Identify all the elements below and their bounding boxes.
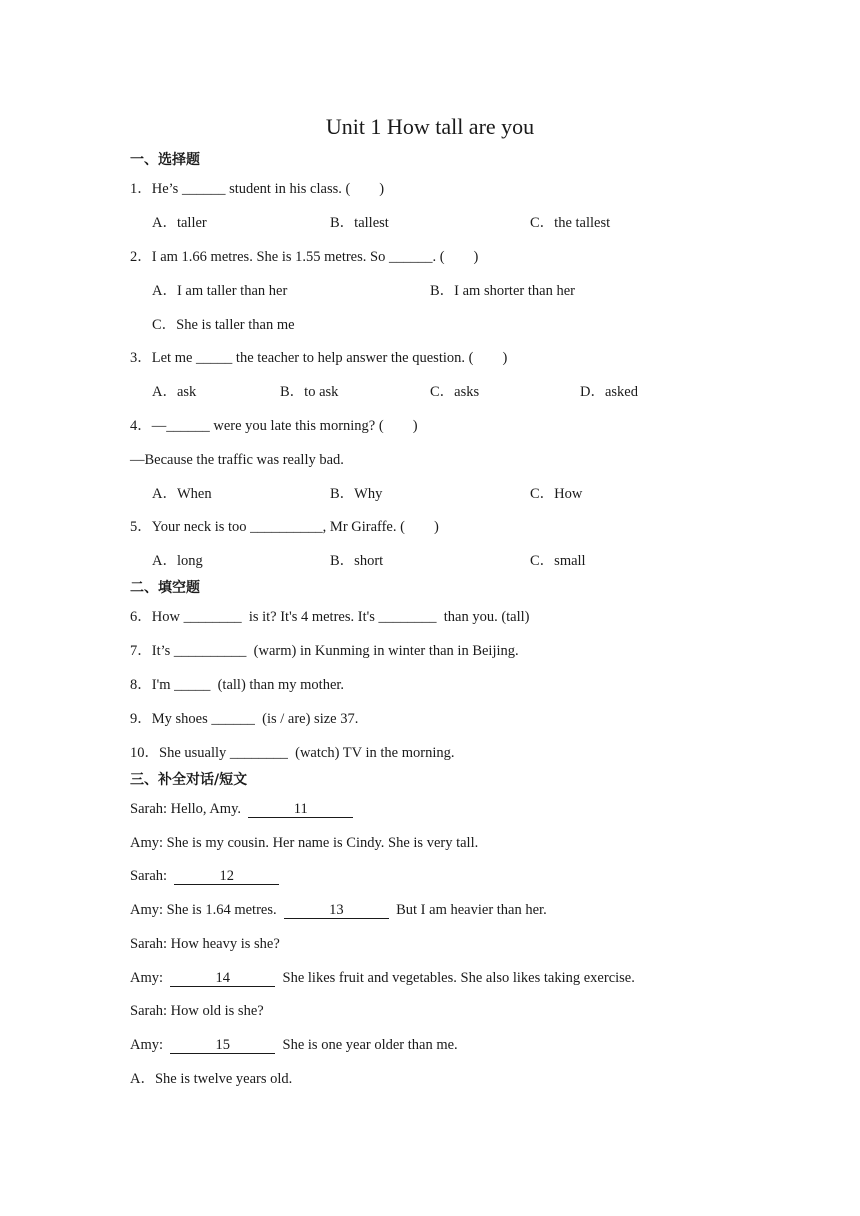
dialogue-line-2: Amy: She is my cousin. Her name is Cindy. She is very tall. <box>130 835 479 851</box>
dialogue-line-8 <box>130 1035 458 1055</box>
dialogue-line-4 <box>130 900 547 920</box>
q3-option-a: A．ask <box>152 384 197 400</box>
q4-option-b: B．Why <box>330 486 383 502</box>
q1-option-c: C．the tallest <box>530 215 611 231</box>
q3-option-b: B．to ask <box>280 384 339 400</box>
q2-option-b: B．I am shorter than her <box>430 283 575 299</box>
q1-option-b: B．tallest <box>330 215 389 231</box>
question-10: 10．She usually ________ (watch) TV in the morning. <box>130 745 455 761</box>
question-5: 5．Your neck is too __________, Mr Giraffe. ( ) <box>130 519 439 535</box>
blank-11: 11 <box>248 801 353 818</box>
blank-12: 12 <box>174 868 279 885</box>
dialogue-text: Amy: She is 1.64 metres. <box>130 902 277 918</box>
q1-option-a: A．taller <box>152 215 207 231</box>
q3-option-c: C．asks <box>430 384 480 400</box>
q5-option-a: A．long <box>152 553 203 569</box>
question-7: 7．It’s __________ (warm) in Kunming in winter than in Beijing. <box>130 643 519 659</box>
dialogue-line-5: Sarah: How heavy is she? <box>130 936 280 952</box>
section-heading-choice: 一、选择题 <box>130 152 200 168</box>
q5-option-b: B．short <box>330 553 384 569</box>
dialogue-text: Sarah: <box>130 868 168 884</box>
dialogue-text: But I am heavier than her. <box>396 902 547 918</box>
dialogue-option-a: A．She is twelve years old. <box>130 1071 293 1087</box>
question-6: 6．How ________ is it? It's 4 metres. It's ________ than you. (tall) <box>130 609 530 625</box>
blank-13: 13 <box>284 902 389 919</box>
dialogue-line-6 <box>130 968 635 988</box>
q3-option-d: D．asked <box>580 384 638 400</box>
q2-option-a: A．I am taller than her <box>152 283 288 299</box>
question-8: 8．I'm _____ (tall) than my mother. <box>130 677 345 693</box>
section-heading-dialogue: 三、补全对话/短文 <box>130 772 248 788</box>
question-4: 4．—______ were you late this morning? ( ) <box>130 418 418 434</box>
section-heading-fill: 二、填空题 <box>130 580 200 596</box>
dialogue-text: Amy: <box>130 1037 164 1053</box>
dialogue-text: Sarah: Hello, Amy. <box>130 801 242 817</box>
question-4-reply: —Because the traffic was really bad. <box>130 452 344 468</box>
dialogue-text: Amy: <box>130 970 164 986</box>
question-1: 1．He’s ______ student in his class. ( ) <box>130 181 385 197</box>
q2-option-c: C．She is taller than me <box>152 317 295 333</box>
dialogue-line-3 <box>130 866 279 886</box>
blank-15: 15 <box>170 1037 275 1054</box>
dialogue-text: She likes fruit and vegetables. She also likes taking exercise. <box>282 970 635 986</box>
question-2: 2．I am 1.66 metres. She is 1.55 metres. So ______. ( ) <box>130 249 479 265</box>
q4-option-a: A．When <box>152 486 212 502</box>
q5-option-c: C．small <box>530 553 586 569</box>
question-3: 3．Let me _____ the teacher to help answer the question. ( ) <box>130 350 508 366</box>
page-title: Unit 1 How tall are you <box>325 114 535 139</box>
dialogue-text: She is one year older than me. <box>282 1037 458 1053</box>
dialogue-line-7: Sarah: How old is she? <box>130 1003 264 1019</box>
dialogue-line-1 <box>130 799 353 819</box>
blank-14: 14 <box>170 970 275 987</box>
question-9: 9．My shoes ______ (is / are) size 37. <box>130 711 359 727</box>
q4-option-c: C．How <box>530 486 583 502</box>
